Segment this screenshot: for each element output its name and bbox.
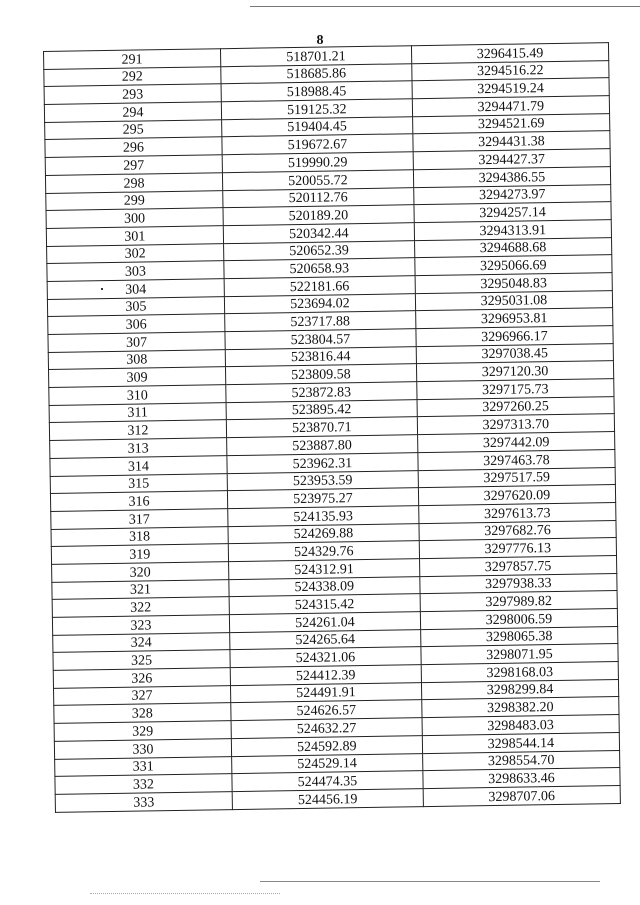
x-coordinate-cell: 524474.35 (232, 771, 423, 792)
x-coordinate-cell: 524632.27 (231, 718, 422, 739)
x-coordinate-cell: 523872.83 (226, 382, 417, 403)
point-number-cell: 317 (51, 509, 228, 529)
y-coordinate-cell: 3297175.73 (417, 379, 614, 400)
point-number-cell: 318 (51, 526, 228, 546)
x-coordinate-cell: 524456.19 (232, 788, 423, 809)
y-coordinate-cell: 3297613.73 (419, 502, 616, 523)
y-coordinate-cell: 3296966.17 (416, 326, 613, 347)
y-coordinate-cell: 3297260.25 (417, 396, 614, 417)
coordinates-sheet (43, 42, 617, 812)
y-coordinate-cell: 3298065.38 (421, 626, 618, 647)
y-coordinate-cell: 3294313.91 (414, 219, 611, 240)
y-coordinate-cell: 3294471.79 (412, 96, 609, 117)
point-number-cell: 323 (52, 615, 229, 635)
x-coordinate-cell: 524338.09 (229, 576, 420, 597)
x-coordinate-cell: 524529.14 (231, 753, 422, 774)
point-number-cell: 295 (45, 119, 222, 139)
point-number-cell: 299 (46, 190, 223, 210)
y-coordinate-cell: 3298633.46 (423, 768, 620, 789)
point-number-cell: 324 (53, 632, 230, 652)
coordinates-table-body (44, 43, 621, 812)
y-coordinate-cell: 3297620.09 (418, 485, 615, 506)
x-coordinate-cell: 524312.91 (228, 559, 419, 580)
x-coordinate-cell: 520342.44 (223, 223, 414, 244)
x-coordinate-cell: 523694.02 (224, 293, 415, 314)
x-coordinate-cell: 518988.45 (221, 81, 412, 102)
x-coordinate-cell: 520055.72 (222, 170, 413, 191)
x-coordinate-cell: 523953.59 (227, 470, 418, 491)
x-coordinate-cell: 523975.27 (227, 488, 418, 509)
y-coordinate-cell: 3294688.68 (414, 237, 611, 258)
y-coordinate-cell: 3298382.20 (422, 697, 619, 718)
y-coordinate-cell: 3297938.33 (420, 573, 617, 594)
point-number-cell: 314 (50, 455, 227, 475)
x-coordinate-cell: 519672.67 (222, 134, 413, 155)
x-coordinate-cell: 518701.21 (220, 46, 411, 67)
page-number: 8 (316, 33, 324, 48)
x-coordinate-cell: 520658.93 (224, 258, 415, 279)
y-coordinate-cell: 3298544.14 (422, 732, 619, 753)
x-coordinate-cell: 524592.89 (231, 735, 422, 756)
x-coordinate-cell: 523816.44 (225, 346, 416, 367)
point-number-cell: 331 (55, 756, 232, 776)
point-number-cell: 300 (46, 208, 223, 228)
top-rule (250, 6, 640, 7)
x-coordinate-cell: 524315.42 (229, 594, 420, 615)
y-coordinate-cell: 3297442.09 (417, 432, 614, 453)
point-number-cell: 311 (49, 402, 226, 422)
y-coordinate-cell: 3294431.38 (413, 131, 610, 152)
y-coordinate-cell: 3294516.22 (412, 60, 609, 81)
y-coordinate-cell: 3294427.37 (413, 149, 610, 170)
point-number-cell: 294 (44, 102, 221, 122)
x-coordinate-cell: 519125.32 (221, 99, 412, 120)
y-coordinate-cell: 3298071.95 (421, 644, 618, 665)
x-coordinate-cell: 520652.39 (223, 240, 414, 261)
point-number-cell: 297 (45, 155, 222, 175)
y-coordinate-cell: 3297776.13 (419, 538, 616, 559)
point-number-cell: 322 (52, 597, 229, 617)
y-coordinate-cell: 3294386.55 (413, 166, 610, 187)
point-number-cell: 333 (55, 791, 232, 811)
x-coordinate-cell: 524626.57 (231, 700, 422, 721)
point-number-cell: 312 (49, 420, 226, 440)
point-number-cell: 313 (50, 438, 227, 458)
point-number-cell: 296 (45, 137, 222, 157)
x-coordinate-cell: 524329.76 (228, 541, 419, 562)
x-coordinate-cell: 524135.93 (228, 506, 419, 527)
point-number-cell: 325 (53, 650, 230, 670)
coordinates-table (43, 42, 621, 812)
y-coordinate-cell: 3296953.81 (416, 308, 613, 329)
point-number-cell: 292 (44, 66, 221, 86)
point-number-cell: 330 (54, 738, 231, 758)
x-coordinate-cell: 520112.76 (223, 187, 414, 208)
point-number-cell: 293 (44, 84, 221, 104)
x-coordinate-cell: 524491.91 (230, 682, 421, 703)
point-number-cell: 306 (48, 314, 225, 334)
point-number-cell: 320 (52, 562, 229, 582)
y-coordinate-cell: 3297463.78 (418, 449, 615, 470)
x-coordinate-cell: 523809.58 (225, 364, 416, 385)
x-coordinate-cell: 524321.06 (230, 647, 421, 668)
y-coordinate-cell: 3297313.70 (417, 414, 614, 435)
point-number-cell: 329 (54, 721, 231, 741)
y-coordinate-cell: 3294273.97 (414, 184, 611, 205)
y-coordinate-cell: 3298006.59 (420, 609, 617, 630)
x-coordinate-cell: 523804.57 (225, 329, 416, 350)
x-coordinate-cell: 518685.86 (221, 63, 412, 84)
y-coordinate-cell: 3296415.49 (411, 43, 608, 64)
scan-noise (90, 893, 280, 894)
x-coordinate-cell: 524412.39 (230, 665, 421, 686)
point-number-cell: 305 (47, 296, 224, 316)
point-number-cell: 321 (52, 579, 229, 599)
x-coordinate-cell: 519990.29 (222, 152, 413, 173)
x-coordinate-cell: 523962.31 (227, 452, 418, 473)
y-coordinate-cell: 3297517.59 (418, 467, 615, 488)
y-coordinate-cell: 3298483.03 (422, 715, 619, 736)
y-coordinate-cell: 3297682.76 (419, 520, 616, 541)
y-coordinate-cell: 3298299.84 (421, 679, 618, 700)
y-coordinate-cell: 3298554.70 (422, 750, 619, 771)
y-coordinate-cell: 3295066.69 (415, 255, 612, 276)
point-number-cell: 301 (46, 226, 223, 246)
y-coordinate-cell: 3298168.03 (421, 662, 618, 683)
point-number-cell: 309 (49, 367, 226, 387)
x-coordinate-cell: 523887.80 (226, 435, 417, 456)
point-number-cell: 332 (55, 774, 232, 794)
x-coordinate-cell: 524261.04 (229, 612, 420, 633)
y-coordinate-cell: 3295031.08 (415, 290, 612, 311)
y-coordinate-cell: 3297857.75 (419, 555, 616, 576)
bottom-rule (260, 881, 600, 882)
point-number-cell: 291 (44, 49, 221, 69)
point-number-cell: 310 (49, 385, 226, 405)
x-coordinate-cell: 523870.71 (226, 417, 417, 438)
x-coordinate-cell: 524265.64 (230, 629, 421, 650)
point-number-cell: 298 (45, 173, 222, 193)
point-number-cell: 327 (54, 685, 231, 705)
x-coordinate-cell: 519404.45 (221, 116, 412, 137)
x-coordinate-cell: 520189.20 (223, 205, 414, 226)
x-coordinate-cell: 522181.66 (224, 276, 415, 297)
x-coordinate-cell: 524269.88 (228, 523, 419, 544)
point-number-cell: 326 (53, 668, 230, 688)
point-number-cell: 319 (51, 544, 228, 564)
point-number-cell: 307 (48, 332, 225, 352)
y-coordinate-cell: 3297989.82 (420, 591, 617, 612)
point-number-cell: 302 (47, 243, 224, 263)
point-number-cell: 316 (50, 491, 227, 511)
y-coordinate-cell: 3294519.24 (412, 78, 609, 99)
y-coordinate-cell: 3295048.83 (415, 273, 612, 294)
point-number-cell: 328 (54, 703, 231, 723)
y-coordinate-cell: 3294257.14 (414, 202, 611, 223)
scan-mark (101, 288, 103, 290)
point-number-cell: 308 (48, 349, 225, 369)
y-coordinate-cell: 3294521.69 (412, 113, 609, 134)
point-number-cell: 303 (47, 261, 224, 281)
point-number-cell: 304 (47, 279, 224, 299)
point-number-cell: 315 (50, 473, 227, 493)
x-coordinate-cell: 523895.42 (226, 399, 417, 420)
y-coordinate-cell: 3297038.45 (416, 343, 613, 364)
y-coordinate-cell: 3297120.30 (416, 361, 613, 382)
y-coordinate-cell: 3298707.06 (423, 785, 620, 806)
x-coordinate-cell: 523717.88 (225, 311, 416, 332)
